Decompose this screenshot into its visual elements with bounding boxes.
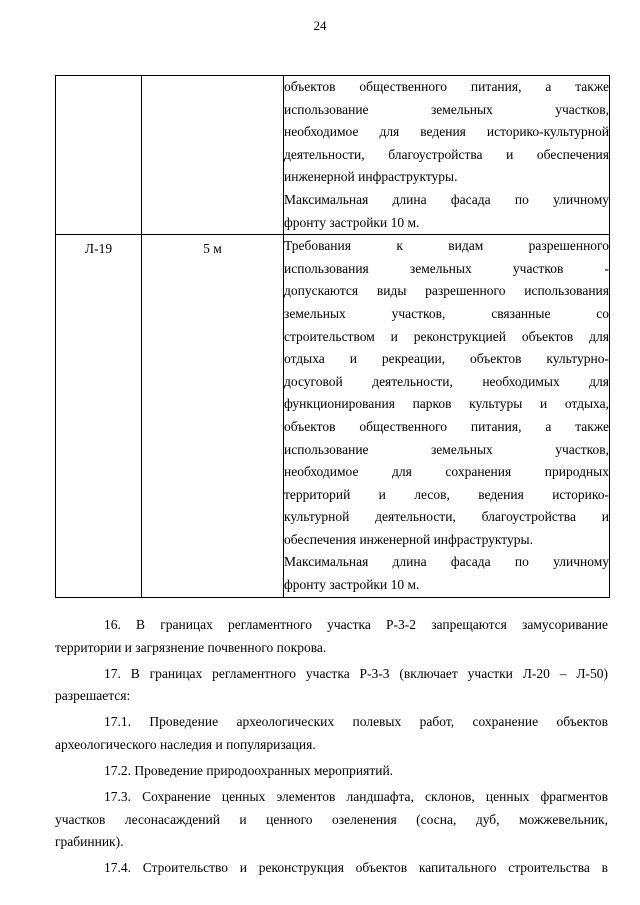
paragraph-line: 17.2. Проведение природоохранных мероприятий.: [104, 763, 394, 779]
cell-height-empty: [142, 76, 284, 235]
zone-code: Л-19: [84, 241, 113, 257]
text-line: инженерной инфраструктуры.: [284, 169, 458, 185]
cell-code: [56, 235, 142, 598]
text-line: фронту застройки 10 м.: [284, 577, 420, 593]
paragraph-line: разрешается:: [55, 688, 131, 704]
text-line: Требования к видам разрешенного: [284, 238, 609, 254]
paragraph-17-3: [55, 786, 608, 854]
text-line: Максимальная длина фасада по уличному: [284, 191, 609, 207]
text-line: необходимое для ведения историко-культурной: [284, 124, 609, 140]
page-number: 24: [313, 18, 327, 33]
text-line: деятельности, благоустройства и обеспечения: [284, 146, 609, 162]
paragraph-17-4: [55, 857, 608, 880]
regulation-table: [55, 75, 610, 598]
paragraph-line: 17.4. Строительство и реконструкция объектов капитального строительства в: [104, 860, 608, 876]
table-row-continued: [56, 76, 610, 235]
paragraph-line: 17. В границах регламентного участка Р-3-3 (включает участки Л-20 – Л-50): [104, 665, 608, 681]
text-line: Максимальная длина фасада по уличному: [284, 554, 609, 570]
paragraph-line: участков лесонасаждений и ценного озеленения (сосна, дуб, можжевельник,: [55, 811, 608, 827]
text-line: объектов общественного питания, а также: [284, 79, 609, 94]
text-line: строительством и реконструкцией объектов для: [284, 328, 609, 344]
paragraph-17: [55, 663, 608, 708]
text-line: объектов общественного питания, а также: [284, 418, 609, 434]
text-line: использования земельных участков -: [284, 260, 609, 276]
paragraph-line: археологического наследия и популяризация.: [55, 736, 316, 752]
paragraph-17-1: [55, 711, 608, 756]
text-line: использование земельных участков,: [284, 101, 609, 117]
paragraph-line: территории и загрязнение почвенного покрова.: [55, 639, 327, 655]
body-text: [55, 614, 608, 880]
cell-code-empty: [56, 76, 142, 235]
text-line: фронту застройки 10 м.: [284, 214, 420, 230]
paragraph-line: 17.3. Сохранение ценных элементов ландшафта, склонов, ценных фрагментов: [104, 789, 608, 805]
paragraph-line: 17.1. Проведение археологических полевых работ, сохранение объектов: [104, 714, 608, 730]
text-line: территорий и лесов, ведения историко-: [284, 486, 609, 502]
cell-requirements: [284, 235, 610, 598]
text-line: отдыха и рекреации, объектов культурно-: [284, 351, 609, 367]
text-line: досуговой деятельности, необходимых для: [284, 373, 609, 389]
paragraph-line: 16. В границах регламентного участка Р-3-2 запрещаются замусоривание: [104, 617, 608, 632]
text-line: земельных участков, связанные со: [284, 305, 609, 321]
text-line: обеспечения инженерной инфраструктуры.: [284, 531, 533, 547]
cell-requirements-continued: [284, 76, 610, 235]
text-line: использование земельных участков,: [284, 441, 609, 457]
text-line: функционирования парков культуры и отдыха,: [284, 396, 609, 412]
text-line: культурной деятельности, благоустройства и: [284, 509, 609, 525]
text-line: допускаются виды разрешенного использования: [284, 283, 609, 299]
cell-height: [142, 235, 284, 598]
paragraph-line: грабинник).: [55, 834, 124, 850]
paragraph-17-2: [55, 760, 608, 783]
text-line: необходимое для сохранения природных: [284, 464, 609, 480]
table-row-l19: [56, 235, 610, 598]
height-limit: 5 м: [203, 241, 222, 257]
paragraph-16: [55, 614, 608, 659]
